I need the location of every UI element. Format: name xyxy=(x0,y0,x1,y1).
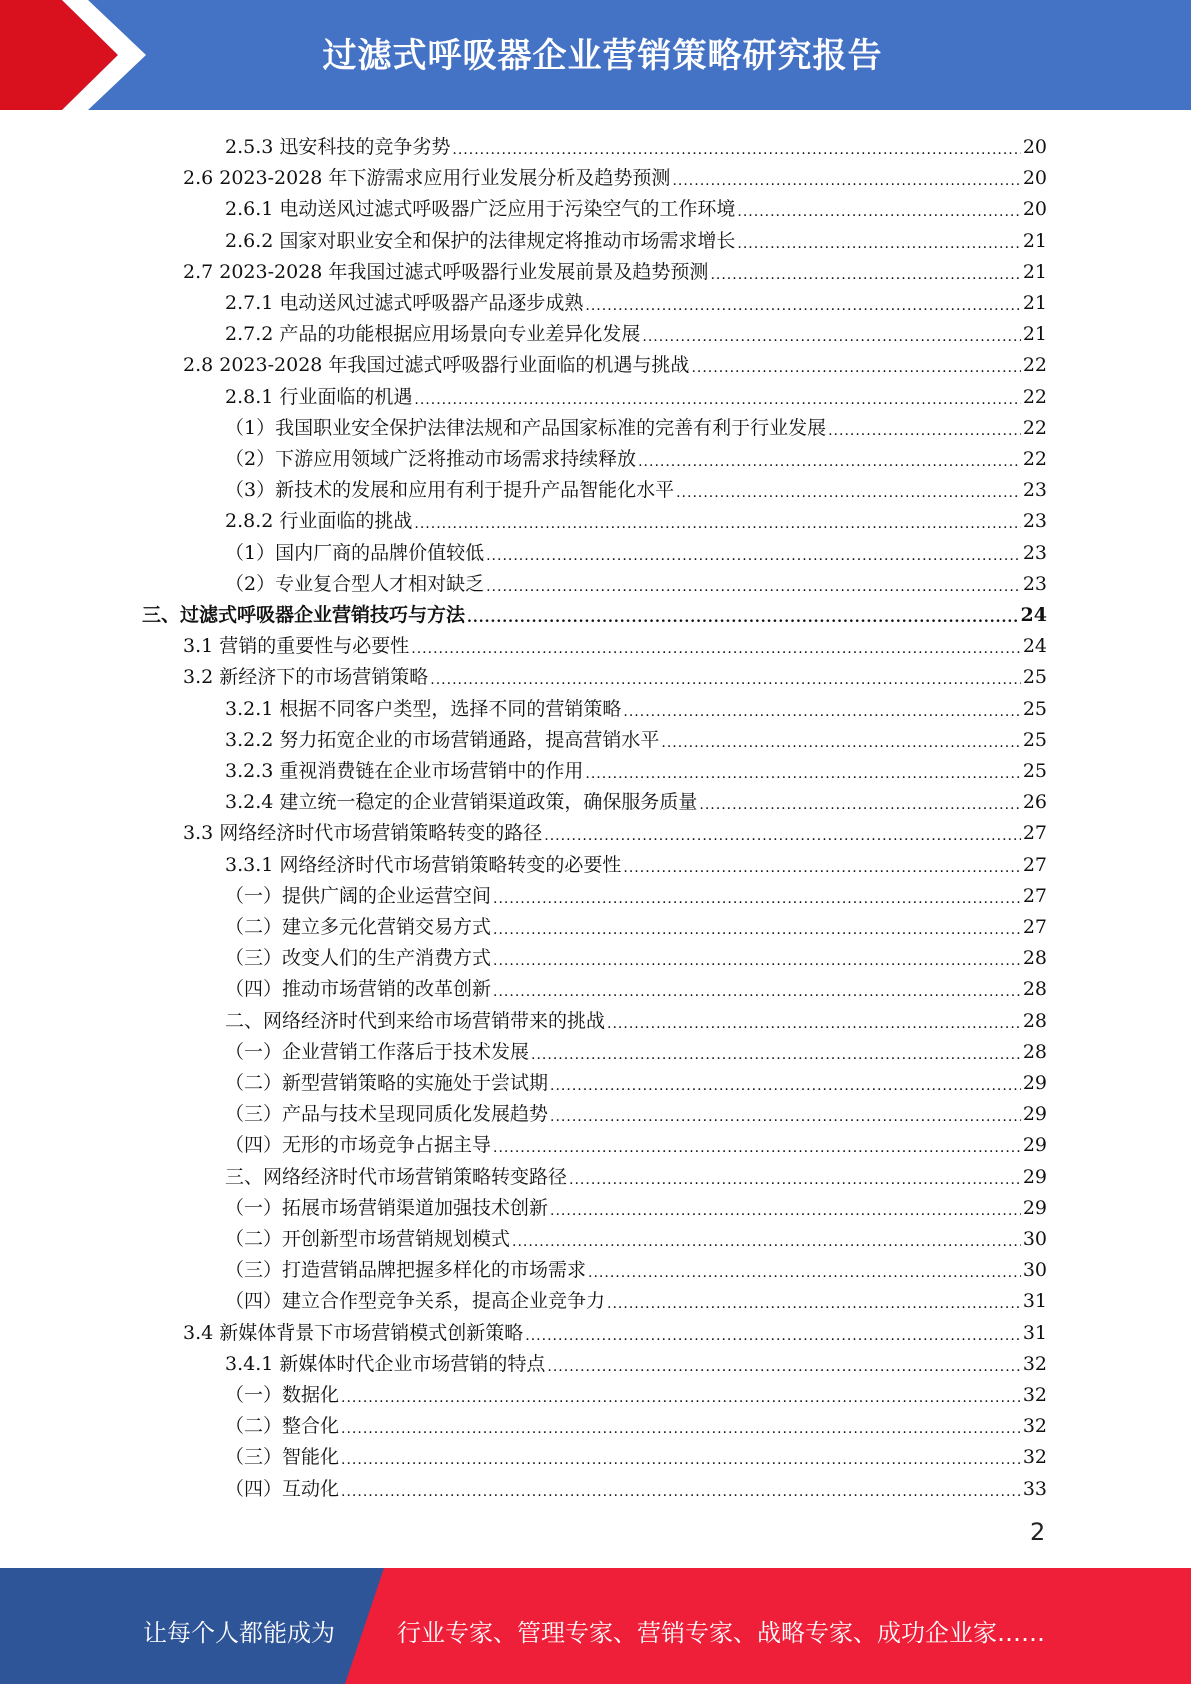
toc-entry-page: 27 xyxy=(1022,853,1047,876)
toc-leader-dots xyxy=(512,1227,1021,1251)
toc-entry[interactable] xyxy=(225,315,1047,346)
toc-leader-dots xyxy=(828,416,1021,440)
toc-entry[interactable] xyxy=(225,1189,1047,1220)
toc-entry-title: 3.3.1 网络经济时代市场营销策略转变的必要性 xyxy=(225,853,622,876)
toc-entry-page: 23 xyxy=(1022,510,1047,533)
toc-leader-dots xyxy=(493,977,1021,1001)
toc-leader-dots xyxy=(588,1258,1021,1282)
toc-entry[interactable] xyxy=(183,658,1047,689)
toc-leader-dots xyxy=(486,541,1021,565)
toc-entry[interactable] xyxy=(225,1345,1047,1376)
toc-entry[interactable] xyxy=(225,128,1047,159)
toc-entry-page: 21 xyxy=(1022,292,1047,314)
toc-entry-page: 31 xyxy=(1022,1290,1047,1313)
toc-leader-dots xyxy=(623,853,1020,877)
toc-entry-page: 25 xyxy=(1022,728,1047,751)
toc-entry-page: 33 xyxy=(1022,1477,1047,1500)
toc-entry-page: 25 xyxy=(1022,760,1047,782)
toc-leader-dots xyxy=(430,665,1021,689)
page-footer xyxy=(0,1568,1191,1684)
toc-entry-page: 20 xyxy=(1022,167,1047,190)
toc-entry-title: 2.6 2023-2028 年下游需求应用行业发展分析及趋势预测 xyxy=(183,167,671,190)
toc-leader-dots xyxy=(699,790,1020,814)
toc-entry[interactable] xyxy=(225,190,1047,221)
toc-leader-dots xyxy=(493,915,1021,939)
toc-entry[interactable] xyxy=(225,783,1047,814)
toc-entry[interactable] xyxy=(225,1438,1047,1469)
toc-entry-title: （3）新技术的发展和应用有利于提升产品智能化水平 xyxy=(225,479,675,502)
toc-entry-title: 3.1 营销的重要性与必要性 xyxy=(183,635,410,658)
toc-entry-page: 27 xyxy=(1022,884,1047,907)
toc-entry[interactable] xyxy=(225,378,1047,409)
toc-entry-title: 2.6.2 国家对职业安全和保护的法律规定将推动市场需求增长 xyxy=(225,229,736,252)
toc-entry[interactable] xyxy=(225,939,1047,970)
toc-entry-title: （二）建立多元化营销交易方式 xyxy=(225,916,492,938)
toc-entry[interactable] xyxy=(225,284,1047,315)
toc-entry-title: 2.8.1 行业面临的机遇 xyxy=(225,385,413,408)
toc-entry-title: （三）改变人们的生产消费方式 xyxy=(225,947,492,970)
toc-leader-dots xyxy=(452,135,1020,159)
toc-entry-title: 2.7.2 产品的功能根据应用场景向专业差异化发展 xyxy=(225,323,641,346)
toc-entry-title: 3.4 新媒体背景下市场营销模式创新策略 xyxy=(183,1321,524,1344)
toc-entry[interactable] xyxy=(142,596,1047,627)
footer-slogan-left: 让每个人都能成为 xyxy=(143,1619,335,1647)
toc-entry[interactable] xyxy=(225,846,1047,877)
toc-leader-dots xyxy=(638,447,1021,471)
toc-entry[interactable] xyxy=(225,690,1047,721)
toc-leader-dots xyxy=(661,728,1020,752)
toc-leader-dots xyxy=(341,1445,1021,1469)
toc-entry[interactable] xyxy=(225,565,1047,596)
toc-entry-title: （1）我国职业安全保护法律法规和产品国家标准的完善有利于行业发展 xyxy=(225,416,827,439)
toc-entry[interactable] xyxy=(225,1407,1047,1438)
toc-entry-page: 29 xyxy=(1022,1134,1047,1157)
toc-leader-dots xyxy=(672,166,1020,190)
toc-leader-dots xyxy=(341,1414,1021,1438)
toc-entry-title: （2）下游应用领域广泛将推动市场需求持续释放 xyxy=(225,448,637,470)
toc-entry-title: （三）产品与技术呈现同质化发展趋势 xyxy=(225,1103,549,1126)
toc-entry-page: 32 xyxy=(1022,1415,1047,1438)
toc-entry[interactable] xyxy=(225,502,1047,533)
toc-entry-page: 32 xyxy=(1022,1446,1047,1469)
toc-leader-dots xyxy=(411,634,1021,658)
toc-leader-dots xyxy=(623,697,1020,721)
toc-entry[interactable] xyxy=(183,627,1047,658)
toc-entry-page: 28 xyxy=(1022,1009,1047,1032)
toc-entry-page: 29 xyxy=(1022,1072,1047,1094)
toc-entry-page: 30 xyxy=(1022,1259,1047,1282)
toc-entry-title: 2.7.1 电动送风过滤式呼吸器产品逐步成熟 xyxy=(225,292,584,314)
toc-entry-page: 28 xyxy=(1022,1040,1047,1063)
page-number: 2 xyxy=(1030,1518,1046,1546)
toc-entry-page: 30 xyxy=(1022,1228,1047,1250)
toc-entry[interactable] xyxy=(183,159,1047,190)
toc-leader-dots xyxy=(550,1102,1021,1126)
toc-entry-page: 22 xyxy=(1022,416,1047,439)
toc-entry[interactable] xyxy=(225,752,1047,783)
toc-entry-title: （一）拓展市场营销渠道加强技术创新 xyxy=(225,1196,549,1219)
toc-entry-page: 21 xyxy=(1022,229,1047,252)
toc-entry-page: 22 xyxy=(1022,385,1047,408)
toc-entry[interactable] xyxy=(225,534,1047,565)
toc-entry-title: 3.3 网络经济时代市场营销策略转变的路径 xyxy=(183,822,543,845)
toc-entry-page: 28 xyxy=(1022,947,1047,970)
toc-entry-title: 2.8 2023-2028 年我国过滤式呼吸器行业面临的机遇与挑战 xyxy=(183,354,690,377)
toc-entry[interactable] xyxy=(225,1251,1047,1282)
toc-entry[interactable] xyxy=(225,1158,1047,1189)
toc-entry-title: 三、网络经济时代市场营销策略转变路径 xyxy=(225,1165,568,1188)
toc-entry[interactable] xyxy=(225,1376,1047,1407)
toc-entry[interactable] xyxy=(225,1064,1047,1095)
toc-entry[interactable] xyxy=(225,908,1047,939)
toc-entry-title: （二）整合化 xyxy=(225,1415,340,1438)
toc-entry-page: 24 xyxy=(1020,604,1047,626)
toc-entry-page: 26 xyxy=(1022,791,1047,814)
toc-leader-dots xyxy=(550,1196,1021,1220)
toc-entry-title: （四）互动化 xyxy=(225,1477,340,1500)
toc-leader-dots xyxy=(341,1477,1021,1501)
toc-entry-title: （四）推动市场营销的改革创新 xyxy=(225,978,492,1001)
toc-leader-dots xyxy=(486,572,1021,596)
toc-leader-dots xyxy=(585,291,1020,315)
toc-entry-page: 22 xyxy=(1022,354,1047,377)
toc-entry[interactable] xyxy=(183,1314,1047,1345)
toc-entry-title: 二、网络经济时代到来给市场营销带来的挑战 xyxy=(225,1009,606,1032)
toc-entry-title: （三）智能化 xyxy=(225,1446,340,1469)
toc-entry[interactable] xyxy=(183,814,1047,845)
toc-entry-title: 3.2 新经济下的市场营销策略 xyxy=(183,666,429,689)
toc-leader-dots xyxy=(569,1165,1021,1189)
toc-leader-dots xyxy=(493,1133,1021,1157)
toc-entry-title: 3.4.1 新媒体时代企业市场营销的特点 xyxy=(225,1352,546,1375)
toc-entry-title: 2.8.2 行业面临的挑战 xyxy=(225,510,413,533)
toc-leader-dots xyxy=(531,1040,1021,1064)
toc-entry-title: 三、过滤式呼吸器企业营销技巧与方法 xyxy=(142,604,466,626)
toc-entry-title: 2.5.3 迅安科技的竞争劣势 xyxy=(225,136,451,158)
toc-leader-dots xyxy=(544,821,1021,845)
toc-entry-page: 29 xyxy=(1022,1196,1047,1219)
toc-entry-page: 32 xyxy=(1022,1384,1047,1406)
toc-leader-dots xyxy=(676,478,1021,502)
toc-entry-page: 21 xyxy=(1022,260,1047,283)
toc-entry-title: 2.6.1 电动送风过滤式呼吸器广泛应用于污染空气的工作环境 xyxy=(225,198,736,221)
toc-entry-title: （四）无形的市场竞争占据主导 xyxy=(225,1134,492,1157)
toc-entry-page: 20 xyxy=(1022,198,1047,221)
toc-entry-title: （2）专业复合型人才相对缺乏 xyxy=(225,572,485,595)
toc-entry-page: 21 xyxy=(1022,323,1047,346)
toc-leader-dots xyxy=(607,1289,1021,1313)
toc-entry-title: （二）新型营销策略的实施处于尝试期 xyxy=(225,1072,549,1094)
toc-leader-dots xyxy=(737,197,1020,221)
toc-entry[interactable] xyxy=(225,1282,1047,1313)
toc-entry-title: 3.2.4 建立统一稳定的企业营销渠道政策，确保服务质量 xyxy=(225,791,698,814)
toc-entry-page: 27 xyxy=(1022,822,1047,845)
toc-entry-title: （一）数据化 xyxy=(225,1384,340,1406)
toc-entry[interactable] xyxy=(225,1002,1047,1033)
toc-entry-title: （四）建立合作型竞争关系，提高企业竞争力 xyxy=(225,1290,606,1313)
toc-entry-page: 29 xyxy=(1022,1103,1047,1126)
toc-leader-dots xyxy=(642,322,1020,346)
toc-leader-dots xyxy=(414,509,1020,533)
toc-entry-page: 22 xyxy=(1022,448,1047,470)
toc-leader-dots xyxy=(341,1383,1021,1407)
toc-entry-page: 27 xyxy=(1022,916,1047,938)
toc-entry-page: 32 xyxy=(1022,1352,1047,1375)
toc-entry[interactable] xyxy=(225,471,1047,502)
toc-entry[interactable] xyxy=(225,222,1047,253)
toc-leader-dots xyxy=(585,759,1020,783)
toc-leader-dots xyxy=(525,1321,1021,1345)
toc-leader-dots xyxy=(493,884,1021,908)
footer-slogan-right: 行业专家、管理专家、营销专家、战略专家、成功企业家…… xyxy=(397,1619,1045,1647)
toc-entry-page: 20 xyxy=(1022,136,1047,158)
toc-leader-dots xyxy=(550,1071,1021,1095)
toc-entry[interactable] xyxy=(225,1033,1047,1064)
toc-leader-dots xyxy=(607,1009,1021,1033)
toc-entry-title: 3.2.3 重视消费链在企业市场营销中的作用 xyxy=(225,760,584,782)
toc-entry-page: 28 xyxy=(1022,978,1047,1001)
toc-entry-title: （一）提供广阔的企业运营空间 xyxy=(225,884,492,907)
toc-entry[interactable] xyxy=(225,970,1047,1001)
toc-leader-dots xyxy=(737,229,1020,253)
toc-entry[interactable] xyxy=(225,409,1047,440)
toc-entry-title: （二）开创新型市场营销规划模式 xyxy=(225,1228,511,1250)
toc-entry-title: （三）打造营销品牌把握多样化的市场需求 xyxy=(225,1259,587,1282)
toc-entry[interactable] xyxy=(225,1220,1047,1251)
toc-entry-page: 24 xyxy=(1022,635,1047,658)
page-header xyxy=(0,0,1191,110)
toc-entry-title: （1）国内厂商的品牌价值较低 xyxy=(225,541,485,564)
toc-leader-dots xyxy=(547,1352,1020,1376)
page-title: 过滤式呼吸器企业营销策略研究报告 xyxy=(322,36,883,76)
toc-entry-page: 23 xyxy=(1022,479,1047,502)
toc-entry-page: 23 xyxy=(1022,541,1047,564)
toc-entry[interactable] xyxy=(225,1095,1047,1126)
toc-entry[interactable] xyxy=(183,253,1047,284)
toc-entry-title: （一）企业营销工作落后于技术发展 xyxy=(225,1040,530,1063)
toc-leader-dots xyxy=(467,603,1019,627)
toc-leader-dots xyxy=(710,260,1020,284)
toc-entry-page: 25 xyxy=(1022,697,1047,720)
toc-entry-title: 3.2.1 根据不同客户类型，选择不同的营销策略 xyxy=(225,697,622,720)
toc-entry-title: 3.2.2 努力拓宽企业的市场营销通路，提高营销水平 xyxy=(225,728,660,751)
toc-entry-title: 2.7 2023-2028 年我国过滤式呼吸器行业发展前景及趋势预测 xyxy=(183,260,709,283)
toc-entry[interactable] xyxy=(225,721,1047,752)
toc-entry-page: 25 xyxy=(1022,666,1047,689)
toc-entry[interactable] xyxy=(225,877,1047,908)
toc-entry[interactable] xyxy=(183,346,1047,377)
toc-entry[interactable] xyxy=(225,1126,1047,1157)
toc-entry-page: 23 xyxy=(1022,572,1047,595)
toc-entry[interactable] xyxy=(225,1470,1047,1501)
toc-leader-dots xyxy=(691,353,1020,377)
toc-leader-dots xyxy=(493,946,1021,970)
toc-entry-page: 31 xyxy=(1022,1321,1047,1344)
toc-leader-dots xyxy=(414,385,1020,409)
toc-entry[interactable] xyxy=(225,440,1047,471)
toc-entry-page: 29 xyxy=(1022,1165,1047,1188)
